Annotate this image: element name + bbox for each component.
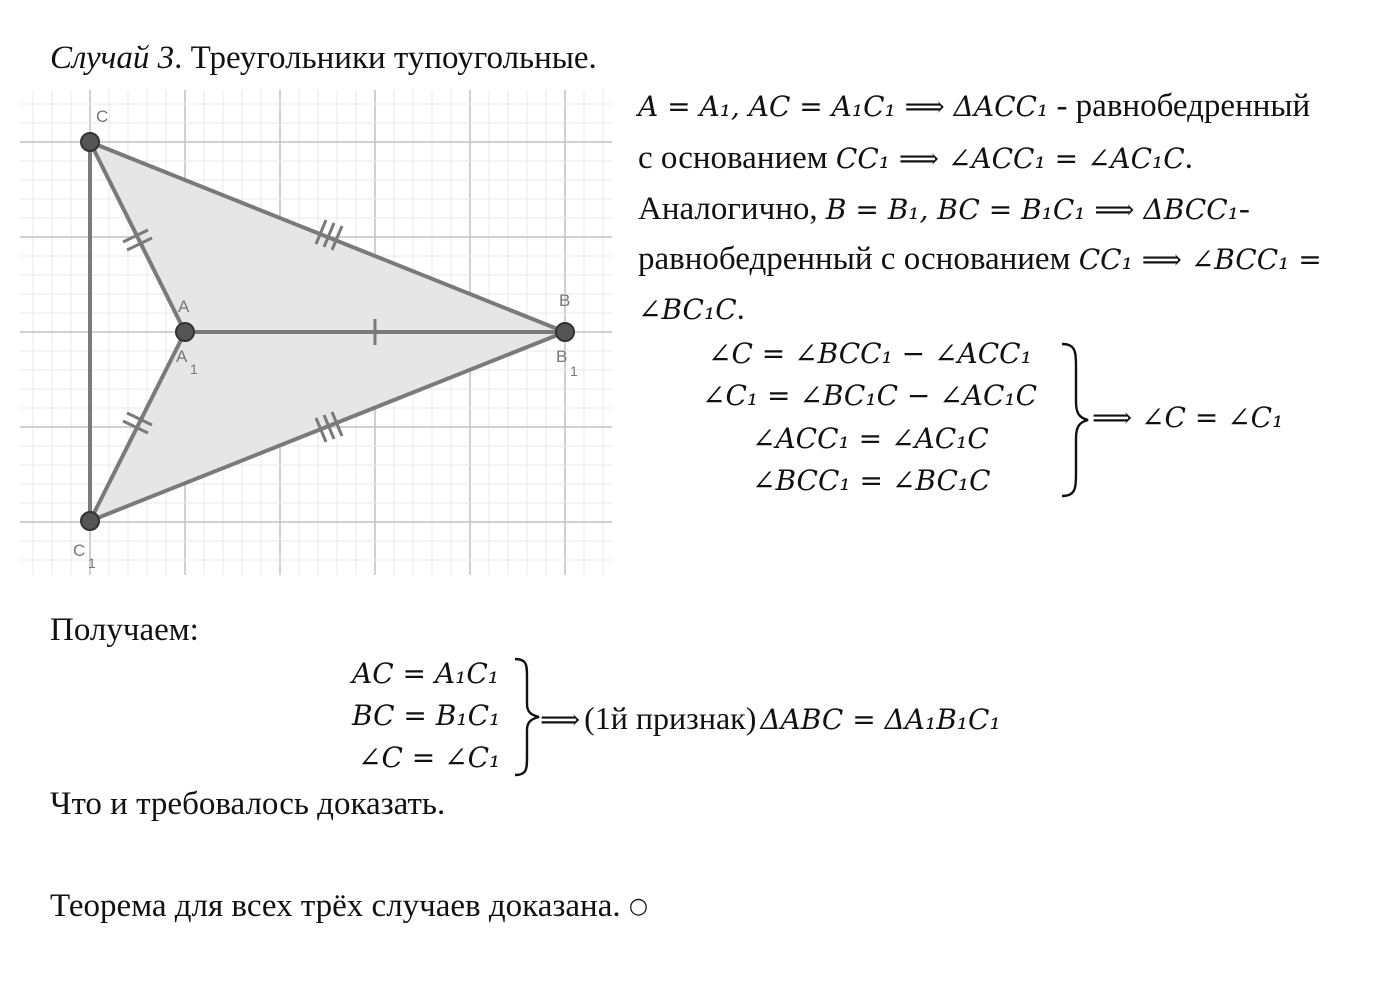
reasoning-line-4: [638, 243, 1322, 276]
line4-math: CC₁ ⟹ ∠BCC₁ =: [1078, 243, 1322, 276]
label-C: C: [96, 107, 109, 126]
case-title: . Треугольники тупоугольные.: [174, 40, 597, 76]
reasoning-line-2: [638, 142, 1193, 175]
end-mark-icon: ○: [628, 894, 649, 919]
system2-result: ΔABC = ΔA₁B₁C₁: [760, 703, 1001, 736]
label-A1: A: [176, 347, 188, 366]
system2-conclusion: [540, 702, 1001, 734]
label-B1-sub: 1: [570, 363, 578, 379]
label-B1: B: [556, 347, 568, 366]
system1-line-1: ∠C = ∠BCC₁ − ∠ACC₁: [708, 337, 1032, 370]
system2-line-3: ∠C = ∠C₁: [358, 741, 501, 774]
system2-line-1: AC = A₁C₁: [352, 657, 499, 690]
line1-math: A = A₁, AC = A₁C₁ ⟹ ΔACC₁: [638, 90, 1049, 123]
label-B: B: [559, 291, 571, 310]
label-A1-sub: 1: [190, 361, 198, 377]
point-C: [81, 133, 99, 151]
system1-line-4: ∠BCC₁ = ∠BC₁C: [752, 464, 991, 497]
system1-line-2: ∠C₁ = ∠BC₁C − ∠AC₁C: [702, 379, 1038, 412]
line2-text: с основанием: [638, 140, 836, 176]
system2-brace: [512, 656, 542, 778]
reasoning-line-3: [638, 193, 1250, 226]
triangle-figure: [0, 0, 620, 590]
case-label: Случай 3: [50, 40, 175, 76]
reasoning-line-1: [638, 90, 1310, 123]
qed-line: Что и требовалось доказать.: [50, 786, 446, 822]
line5-math: ∠BC₁C: [638, 293, 737, 326]
line2-math: CC₁ ⟹ ∠ACC₁ = ∠AC₁C: [835, 142, 1185, 175]
label-C1: C: [73, 541, 86, 560]
line5-end: .: [736, 291, 745, 327]
label-A: A: [178, 297, 190, 316]
system1-line-3: ∠ACC₁ = ∠AC₁C: [752, 422, 989, 455]
system1-brace: [1058, 340, 1090, 500]
system2-criterion: (1й признак): [584, 700, 757, 736]
line3-math: B = B₁, BC = B₁C₁ ⟹ ΔBCC₁: [825, 193, 1239, 226]
point-C1: [81, 512, 99, 530]
result-label: Получаем:: [50, 612, 199, 648]
line3-text: Аналогично,: [638, 191, 826, 227]
line2-end: .: [1184, 140, 1193, 176]
point-A: [176, 323, 194, 341]
line3-end: -: [1238, 191, 1250, 227]
final-line: [50, 890, 648, 923]
line1-text: - равнобедренный: [1048, 88, 1311, 124]
final-text: Теорема для всех трёх случаев доказана.: [50, 888, 621, 924]
point-B: [556, 323, 574, 341]
system1-result: ⟹ ∠C = ∠C₁: [1092, 401, 1284, 434]
system2-line-2: BC = B₁C₁: [352, 699, 501, 732]
reasoning-line-5: [638, 293, 745, 326]
system2-arrow: ⟹: [540, 703, 581, 736]
line4-text: равнобедренный с основанием: [638, 241, 1079, 277]
label-C1-sub: 1: [88, 555, 96, 571]
